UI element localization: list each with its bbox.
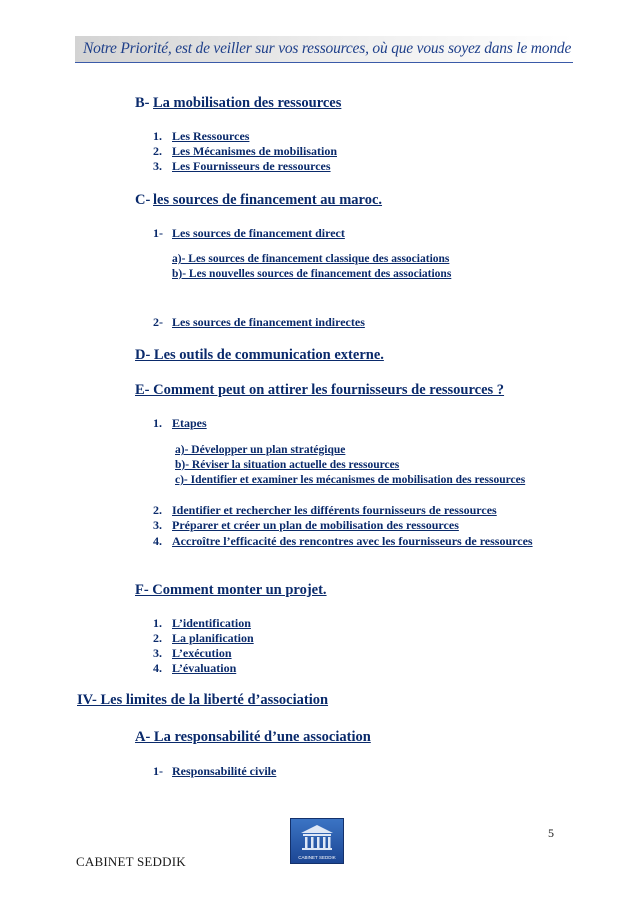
section-c-item-link[interactable]: Les sources de financement indirectes (172, 315, 365, 329)
building-icon (291, 819, 343, 863)
section-e-item-num: 4. (153, 534, 162, 548)
section-e-sub-link[interactable]: a)- Développer un plan stratégique (175, 444, 346, 456)
section-e-item-num: 3. (153, 518, 162, 532)
section-b-item-link[interactable]: Les Mécanismes de mobilisation (172, 144, 337, 158)
section-f-item-link[interactable]: L’évaluation (172, 661, 237, 675)
section-b-title[interactable]: La mobilisation des ressources (153, 95, 342, 111)
section-e-title[interactable]: E- Comment peut on attirer les fournisseurs de ressources ? (135, 382, 505, 398)
section-e-item-link[interactable]: Identifier et rechercher les différents fournisseurs de ressources (172, 503, 497, 517)
section-iv-title[interactable]: IV- Les limites de la liberté d’association (77, 692, 329, 708)
section-f-item-link[interactable]: La planification (172, 631, 254, 645)
section-e-item-link[interactable]: Préparer et créer un plan de mobilisation des ressources (172, 518, 459, 532)
section-b-item-num: 1. (153, 129, 162, 143)
section-f-item-num: 3. (153, 646, 162, 660)
section-f-item-num: 2. (153, 631, 162, 645)
footer-company: CABINET SEDDIK (76, 854, 186, 869)
section-c-title[interactable]: les sources de financement au maroc. (153, 192, 383, 208)
section-c-letter: C- (135, 192, 151, 208)
logo-caption: CABINET SEDDIK (298, 855, 336, 860)
section-e-sub-link[interactable]: c)- Identifier et examiner les mécanismes de mobilisation des ressources (175, 474, 526, 486)
section-e-item-link[interactable]: Accroître l’efficacité des rencontres avec les fournisseurs de ressources (172, 534, 533, 548)
header-divider (75, 62, 573, 63)
section-e-item-num: 2. (153, 503, 162, 517)
header-banner (75, 36, 573, 62)
section-f-title[interactable]: F- Comment monter un projet. (135, 582, 327, 598)
section-b-item-num: 2. (153, 144, 162, 158)
section-e-sub-link[interactable]: b)- Réviser la situation actuelle des ressources (175, 459, 400, 471)
section-iv-a-item-link[interactable]: Responsabilité civile (172, 764, 277, 778)
section-f-item-num: 1. (153, 616, 162, 630)
section-b-item-link[interactable]: Les Fournisseurs de ressources (172, 159, 331, 173)
page-number: 5 (548, 826, 554, 840)
section-c-item-link[interactable]: Les sources de financement direct (172, 226, 345, 240)
section-f-item-num: 4. (153, 661, 162, 675)
banner-text: Notre Priorité, est de veiller sur vos ressources, où que vous soyez dans le monde (83, 40, 572, 57)
section-e-item-link[interactable]: Etapes (172, 416, 207, 430)
section-c-item-num: 2- (153, 315, 163, 329)
section-e-item-num: 1. (153, 416, 162, 430)
section-c-sub-link[interactable]: a)- Les sources de financement classique des associations (172, 253, 450, 265)
company-logo (290, 818, 344, 864)
section-iv-a-item-num: 1- (153, 764, 163, 778)
section-b-item-num: 3. (153, 159, 162, 173)
section-b-item-link[interactable]: Les Ressources (172, 129, 250, 143)
section-d-title[interactable]: D- Les outils de communication externe. (135, 347, 384, 363)
section-c-item-num: 1- (153, 226, 163, 240)
section-b-letter: B- (135, 95, 150, 111)
section-iv-a-title[interactable]: A- La responsabilité d’une association (135, 729, 371, 745)
section-f-item-link[interactable]: L’identification (172, 616, 251, 630)
section-f-item-link[interactable]: L’exécution (172, 646, 232, 660)
section-c-sub-link[interactable]: b)- Les nouvelles sources de financement des associations (172, 268, 452, 280)
